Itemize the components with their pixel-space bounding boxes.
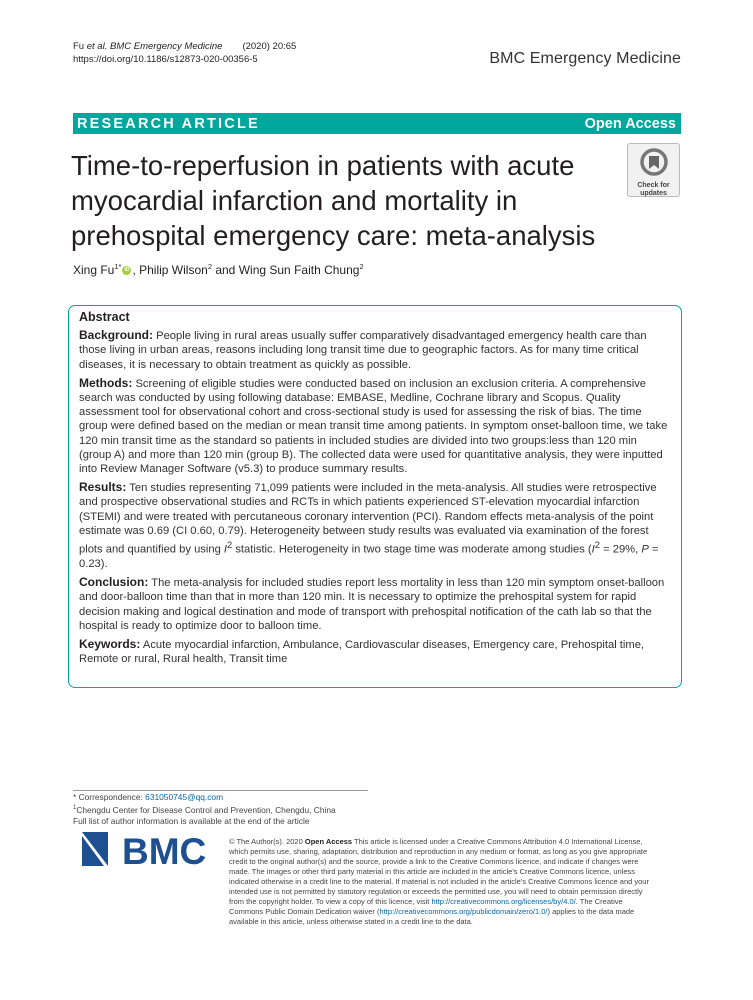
cc-by-link[interactable]: http://creativecommons.org/licenses/by/4.0/ [431, 897, 576, 906]
author-name[interactable]: Philip Wilson [139, 263, 208, 277]
open-access-label: Open Access [584, 115, 676, 132]
abstract-keywords: Keywords: Acute myocardial infarction, Ambulance, Cardiovascular diseases, Emergency care, Prehospital time, Remote or rural, Rural health, Transit time [79, 637, 645, 666]
cc-zero-link[interactable]: http://creativecommons.org/publicdomain/zero/1.0/ [379, 907, 548, 916]
full-list-note: Full list of author information is available at the end of the article [73, 815, 310, 826]
check-for-updates-button[interactable] [627, 143, 680, 197]
check-for-label: Check for [637, 182, 670, 189]
email-link[interactable]: 631050745@qq.com [145, 792, 224, 802]
license-text: © The Author(s). 2020 Open Access This article is licensed under a Creative Commons Attribution 4.0 International License, which permits use, sharing, adaptation, distribution and reproduction in any medium or format, as long as you give appropriate credit to the original author(s) and the source, provide a link to the Creative Commons licence, and indicate if changes were made. The images or other third party material in this article are included in the article's Creative Commons licence, unless indicated otherwise in a credit line to the material. If material is not included in the article's Creative Commons licence and your intended use is not permitted by statutory regulation or exceeds the permitted use, you will need to obtain permission directly from the copyright holder. To view a copy of this licence, visit http://creativecommons.org/licenses/by/4.0/. The Creative Commons Public Domain Dedication waiver (http://creativecommons.org/publicdomain/zero/1.0/) applies to the data made available in this article, unless otherwise stated in a credit line to the data. [229, 837, 649, 926]
article-type: RESEARCH ARTICLE [77, 115, 260, 132]
abstract-box [68, 305, 682, 688]
abstract-conclusion: Conclusion: The meta-analysis for included studies report less mortality in less than 120 min symptom onset-balloon and door-balloon time than that in more than 120 min. It is necessary to optimize the prehospital system for rapid decision making and logical destination and mode of transport with prehospital notification of the cath lab so that the hospital is ready to optimize door to balloon time. [79, 575, 665, 632]
orcid-icon[interactable]: iD [124, 267, 130, 274]
journal-italic: BMC Emergency Medicine [109, 41, 223, 52]
abstract-heading: Abstract [79, 310, 130, 324]
et-al: et al. [86, 41, 108, 52]
bmc-logo [82, 832, 210, 868]
abstract-methods: Methods: Screening of eligible studies were conducted based on inclusion an exclusion criteria. A comprehensive search was conducted by using following database: EMBASE, Medline, Cochrane library and Scopus. Quality assessment tool for observational cohort and cross-sectional study is used for assessing the risk of bias. The time group were defined based on the median or mean transit time among patients. In symptom onset-balloon time, we take 120 min transit time as the standard so patients in included studies are divided into two groups:less than 120 min (group A) and more than 120 min (group B). The collected data were used for quantitative analysis, they were inputted into Review Manager Software (v5.3) to produce summary results. [79, 375, 668, 476]
running-header [73, 40, 296, 66]
author-list: Xing $Fu^{1*}$ iD , Philip Wilson$^2$ and Wing Sun Faith Chung$^2$ [73, 262, 364, 277]
footnote-divider [73, 790, 368, 791]
bmc-logo-text: BMC [122, 832, 207, 868]
journal-name: BMC Emergency Medicine [489, 50, 681, 67]
doi-link[interactable]: https://doi.org/10.1186/s12873-020-00356-5 [73, 54, 258, 65]
article-type-band [73, 113, 681, 134]
year-issue: (2020) 20:65 [242, 41, 297, 52]
correspondence: * Correspondence: 631050745@qq.com [73, 792, 224, 802]
abstract-background: Background: People living in rural areas usually suffer comparatively disadvantaged emergency health care than those living in urban areas, reasons including long transit time due to geographic factors. As for many time critical diseases, it is necessary to obtain treatment as quickly as possible. [79, 328, 647, 371]
author-name[interactable]: Xing Fu [73, 263, 115, 277]
abstract-results: Results: Ten studies representing 71,099 patients were included in the meta-analysis. All studies were retrospective and prospective observational studies and RCTs in which patients experienced ST-elevation myocardial infarction (STEMI) and were treated with percutaneous coronary intervention (PCI). Random effects meta-analysis of the point estimate was 0.69 (CI 0.60, 0.79). Heterogeneity between study results was evaluated via examination of the forest plots and quantified by using $I^2$ statistic. Heterogeneity in two stage time was moderate among studies ($I^2 = 29\%$, P = 0.23). [79, 480, 659, 570]
affiliation: $^1$Chengdu Center for Disease Control and Prevention, Chengdu, China [73, 804, 336, 815]
footnotes [73, 792, 336, 827]
author-name[interactable]: Wing Sun Faith Chung [238, 263, 360, 277]
citation-line [73, 40, 296, 53]
updates-label: updates [640, 190, 667, 197]
author-sup: 1* [114, 262, 122, 271]
author-sup: 2 [207, 262, 212, 271]
bookmark-ring-icon [640, 148, 668, 176]
author-sup: 2 [359, 262, 364, 271]
article-title: Time-to-reperfusion in patients with acute myocardial infarction and mortality in prehospital emergency care: meta-analysis [71, 150, 596, 251]
author-short: Fu [73, 41, 85, 52]
